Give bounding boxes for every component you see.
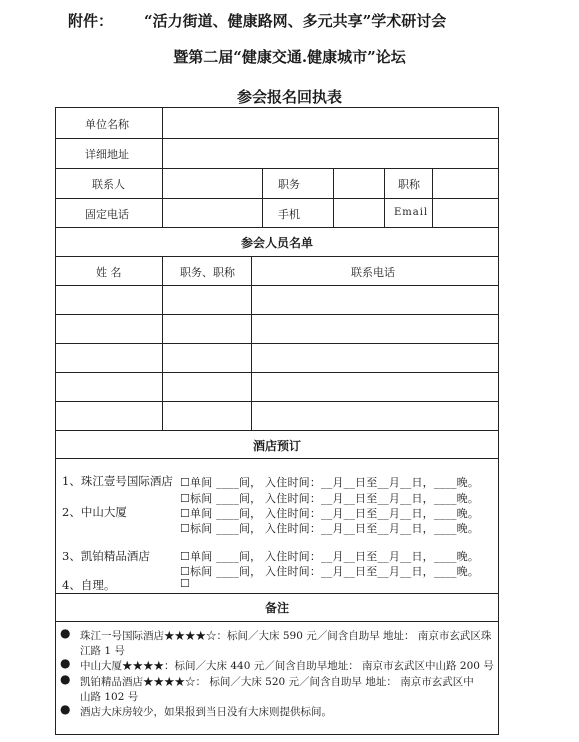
row-divider	[55, 372, 499, 373]
phone-label: 固定电话	[85, 208, 129, 221]
column-divider	[162, 107, 163, 227]
column-divider	[162, 256, 163, 430]
room-option[interactable]: ☐单间 ____间， 入住时间：__月__日至__月__日，____晚。	[180, 476, 480, 489]
note-line: 山路 102 号	[80, 691, 139, 703]
email-label: Email	[394, 207, 429, 218]
room-option[interactable]: ☐标间 ____间， 入住时间：__月__日至__月__日，____晚。	[180, 492, 480, 505]
note-line: 凯铂精品酒店★★★★☆： 标间／大床 520 元／间含自助早 地址： 南京市玄武区中	[80, 676, 474, 688]
unit-name-label: 单位名称	[85, 118, 129, 131]
attendees-section-title: 参会人员名单	[240, 236, 313, 250]
note-line: 珠江一号国际酒店★★★★☆：标间／大床 590 元／间含自助早 地址： 南京市玄武区珠	[80, 630, 492, 642]
hotel-option: 2、中山大厦	[62, 505, 127, 519]
row-divider	[55, 227, 499, 228]
row-divider	[55, 256, 499, 257]
row-divider	[55, 285, 499, 286]
title-line-1: “活力街道、健康路网、多元共享”学术研讨会	[144, 12, 447, 30]
row-divider	[55, 458, 499, 459]
hotel-section-title: 酒店预订	[252, 439, 301, 453]
row-divider	[55, 401, 499, 402]
bullet-icon: ●	[60, 672, 71, 686]
contact-label: 联系人	[92, 178, 125, 191]
room-option[interactable]: ☐标间 ____间， 入住时间：__月__日至__月__日，____晚。	[180, 565, 480, 578]
col-phone-header: 联系电话	[351, 266, 395, 279]
room-option[interactable]: ☐标间 ____间， 入住时间：__月__日至__月__日，____晚。	[180, 522, 480, 535]
row-divider	[55, 430, 499, 431]
attachment-label: 附件：	[68, 12, 114, 30]
room-option[interactable]: ☐单间 ____间， 入住时间：__月__日至__月__日，____晚。	[180, 550, 480, 563]
room-option[interactable]: ☐单间 ____间， 入住时间：__月__日至__月__日，____晚。	[180, 507, 480, 520]
col-name-header: 姓 名	[96, 266, 122, 279]
column-divider	[251, 256, 252, 430]
position-label: 职务	[278, 178, 300, 191]
row-divider	[55, 314, 499, 315]
title-line-2: 暨第二届“健康交通.健康城市”论坛	[173, 48, 406, 66]
address-label: 详细地址	[85, 148, 129, 161]
bullet-icon: ●	[60, 656, 71, 670]
row-divider	[55, 593, 499, 594]
note-line: 酒店大床房较少，如果报到当日没有大床则提供标间。	[80, 706, 332, 718]
column-divider	[333, 168, 334, 227]
row-divider	[55, 621, 499, 622]
header-line-1	[0, 10, 579, 34]
column-divider	[262, 168, 263, 227]
bullet-icon: ●	[60, 626, 71, 640]
note-line: 中山大厦★★★★：标间／大床 440 元／间含自助早地址： 南京市玄武区中山路 200 号	[80, 660, 494, 672]
row-divider	[55, 343, 499, 344]
col-position-header: 职务、职称	[180, 266, 235, 279]
self-arrange-checkbox[interactable]: ☐	[180, 577, 191, 590]
hotel-option: 4、自理。	[62, 578, 116, 592]
notes-section-title: 备注	[264, 601, 289, 615]
form-title: 参会报名回执表	[236, 88, 342, 106]
mobile-label: 手机	[278, 208, 300, 221]
title-label: 职称	[398, 178, 420, 191]
column-divider	[384, 168, 385, 227]
column-divider	[432, 168, 433, 227]
note-line: 江路 1 号	[80, 645, 125, 657]
row-divider	[55, 138, 499, 139]
bullet-icon: ●	[60, 702, 71, 716]
hotel-option: 1、珠江壹号国际酒店	[62, 474, 173, 488]
hotel-option: 3、凯铂精品酒店	[62, 549, 150, 563]
